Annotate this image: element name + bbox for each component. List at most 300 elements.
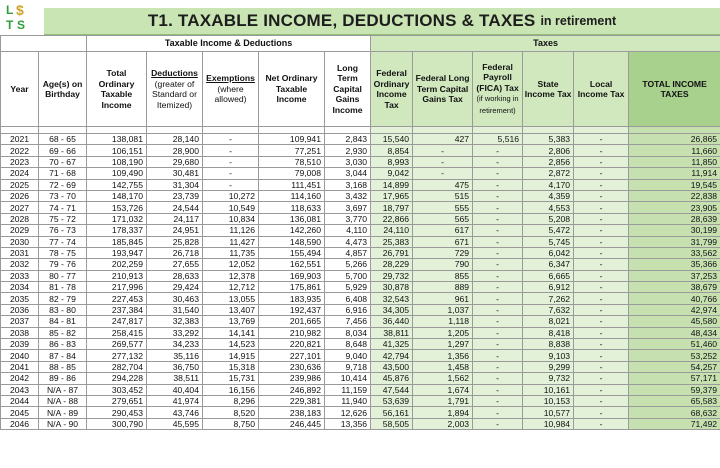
cell-exemptions: 16,156	[203, 384, 259, 395]
cell-fed-ltcg: 1,205	[413, 327, 473, 338]
cell-exemptions: 8,750	[203, 418, 259, 429]
cell-fica: -	[473, 179, 523, 190]
cell-net-ordinary: 78,510	[259, 156, 325, 167]
cell-net-ordinary: 155,494	[259, 247, 325, 258]
cell-net-ordinary: 142,260	[259, 225, 325, 236]
cell-fica: -	[473, 213, 523, 224]
cell-age: 69 - 66	[39, 145, 87, 156]
cell-local: -	[574, 418, 629, 429]
col-header-fica	[473, 52, 523, 127]
col-header-local: Local Income Tax	[574, 52, 629, 127]
cell-year: 2022	[1, 145, 39, 156]
table-row	[1, 225, 720, 236]
cell-total-taxes: 31,799	[629, 236, 720, 247]
table-row	[1, 179, 720, 190]
cell-local: -	[574, 350, 629, 361]
cell-state: 7,262	[523, 293, 574, 304]
cell-fed-ordinary: 42,794	[371, 350, 413, 361]
table-row	[1, 213, 720, 224]
cell-state: 8,021	[523, 316, 574, 327]
cell-fed-ltcg: 1,297	[413, 339, 473, 350]
cell-age: 70 - 67	[39, 156, 87, 167]
col-header-year: Year	[1, 52, 39, 127]
cell-fed-ordinary: 45,876	[371, 373, 413, 384]
cell-age: N/A - 88	[39, 395, 87, 406]
cell-total-ordinary: 277,132	[87, 350, 147, 361]
cell-net-ordinary: 118,633	[259, 202, 325, 213]
cell-fica: -	[473, 361, 523, 372]
spacer-row	[1, 127, 720, 134]
cell-net-ordinary: 192,437	[259, 304, 325, 315]
cell-net-ordinary: 169,903	[259, 270, 325, 281]
cell-fed-ltcg: 475	[413, 179, 473, 190]
table-row	[1, 339, 720, 350]
cell-age: 82 - 79	[39, 293, 87, 304]
cell-exemptions: 15,318	[203, 361, 259, 372]
table-row	[1, 361, 720, 372]
cell-fed-ordinary: 14,899	[371, 179, 413, 190]
cell-fed-ltcg: 1,894	[413, 407, 473, 418]
cell-total-taxes: 54,257	[629, 361, 720, 372]
cell-total-taxes: 28,639	[629, 213, 720, 224]
cell-net-ordinary: 175,861	[259, 282, 325, 293]
cell-net-ordinary: 114,160	[259, 190, 325, 201]
cell-fed-ltcg: 889	[413, 282, 473, 293]
cell-state: 6,912	[523, 282, 574, 293]
cell-exemptions: 10,834	[203, 213, 259, 224]
cell-local: -	[574, 259, 629, 270]
title-bar	[44, 8, 720, 35]
cell-deductions: 26,718	[147, 247, 203, 258]
cell-exemptions: 13,769	[203, 316, 259, 327]
cell-exemptions: -	[203, 145, 259, 156]
cell-exemptions: 14,141	[203, 327, 259, 338]
cell-total-taxes: 45,580	[629, 316, 720, 327]
cell-fed-ordinary: 36,440	[371, 316, 413, 327]
cell-total-taxes: 11,660	[629, 145, 720, 156]
cell-state: 9,299	[523, 361, 574, 372]
cell-ltcg: 4,473	[325, 236, 371, 247]
col-header-exemptions	[203, 52, 259, 127]
cell-ltcg: 6,408	[325, 293, 371, 304]
table-row	[1, 282, 720, 293]
cell-age: N/A - 87	[39, 384, 87, 395]
col-header-fed-ltcg: Federal Long Term Capital Gains Tax	[413, 52, 473, 127]
group-income-header: Taxable Income & Deductions	[87, 36, 371, 52]
cell-total-ordinary: 217,996	[87, 282, 147, 293]
cell-fica: -	[473, 339, 523, 350]
cell-deductions: 43,746	[147, 407, 203, 418]
cell-total-ordinary: 247,817	[87, 316, 147, 327]
cell-state: 10,153	[523, 395, 574, 406]
cell-local: -	[574, 361, 629, 372]
cell-ltcg: 3,770	[325, 213, 371, 224]
cell-exemptions: 12,052	[203, 259, 259, 270]
cell-net-ordinary: 230,636	[259, 361, 325, 372]
cell-exemptions: 14,915	[203, 350, 259, 361]
cell-year: 2044	[1, 395, 39, 406]
cell-fica: -	[473, 384, 523, 395]
cell-total-ordinary: 290,453	[87, 407, 147, 418]
cell-state: 6,042	[523, 247, 574, 258]
table-row	[1, 156, 720, 167]
cell-total-ordinary: 193,947	[87, 247, 147, 258]
cell-net-ordinary: 239,986	[259, 373, 325, 384]
cell-total-taxes: 57,171	[629, 373, 720, 384]
cell-fed-ordinary: 18,797	[371, 202, 413, 213]
logo-letter-dollar: $	[16, 2, 24, 18]
cell-fed-ltcg: 2,003	[413, 418, 473, 429]
cell-total-taxes: 38,679	[629, 282, 720, 293]
cell-age: 89 - 86	[39, 373, 87, 384]
cell-year: 2025	[1, 179, 39, 190]
cell-ltcg: 4,110	[325, 225, 371, 236]
cell-ltcg: 8,648	[325, 339, 371, 350]
cell-fica: -	[473, 247, 523, 258]
cell-ltcg: 5,266	[325, 259, 371, 270]
cell-total-taxes: 48,434	[629, 327, 720, 338]
cell-net-ordinary: 136,081	[259, 213, 325, 224]
cell-fed-ordinary: 24,110	[371, 225, 413, 236]
table-row	[1, 418, 720, 429]
col-header-state: State Income Tax	[523, 52, 574, 127]
tax-table	[0, 35, 720, 430]
table-row	[1, 373, 720, 384]
cell-year: 2035	[1, 293, 39, 304]
cell-age: 77 - 74	[39, 236, 87, 247]
cell-deductions: 24,951	[147, 225, 203, 236]
cell-age: 85 - 82	[39, 327, 87, 338]
table-row	[1, 236, 720, 247]
cell-total-ordinary: 294,228	[87, 373, 147, 384]
cell-deductions: 25,828	[147, 236, 203, 247]
cell-age: N/A - 90	[39, 418, 87, 429]
cell-total-ordinary: 282,704	[87, 361, 147, 372]
cell-deductions: 33,292	[147, 327, 203, 338]
cell-fed-ordinary: 22,866	[371, 213, 413, 224]
cell-state: 10,577	[523, 407, 574, 418]
cell-year: 2032	[1, 259, 39, 270]
cell-total-taxes: 35,366	[629, 259, 720, 270]
cell-exemptions: 11,735	[203, 247, 259, 258]
cell-total-taxes: 19,545	[629, 179, 720, 190]
cell-deductions: 28,900	[147, 145, 203, 156]
cell-total-ordinary: 153,726	[87, 202, 147, 213]
cell-state: 10,984	[523, 418, 574, 429]
cell-ltcg: 5,700	[325, 270, 371, 281]
cell-total-taxes: 68,632	[629, 407, 720, 418]
cell-deductions: 29,680	[147, 156, 203, 167]
cell-fed-ordinary: 34,305	[371, 304, 413, 315]
table-row	[1, 350, 720, 361]
cell-total-taxes: 40,766	[629, 293, 720, 304]
cell-net-ordinary: 210,982	[259, 327, 325, 338]
cell-year: 2021	[1, 134, 39, 145]
cell-age: 75 - 72	[39, 213, 87, 224]
table-row	[1, 168, 720, 179]
cell-total-ordinary: 108,190	[87, 156, 147, 167]
cell-state: 4,170	[523, 179, 574, 190]
table-row	[1, 304, 720, 315]
group-blank	[1, 36, 87, 52]
cell-year: 2024	[1, 168, 39, 179]
cell-fica: -	[473, 259, 523, 270]
cell-state: 5,745	[523, 236, 574, 247]
cell-total-ordinary: 171,032	[87, 213, 147, 224]
lots-logo	[2, 2, 38, 32]
cell-total-taxes: 22,838	[629, 190, 720, 201]
cell-ltcg: 13,356	[325, 418, 371, 429]
cell-deductions: 24,117	[147, 213, 203, 224]
cell-fed-ltcg: -	[413, 156, 473, 167]
table-row	[1, 190, 720, 201]
cell-year: 2037	[1, 316, 39, 327]
cell-fed-ltcg: 961	[413, 293, 473, 304]
cell-local: -	[574, 179, 629, 190]
cell-state: 8,418	[523, 327, 574, 338]
cell-ltcg: 9,040	[325, 350, 371, 361]
col-header-total-taxes: TOTAL INCOME TAXES	[629, 52, 720, 127]
cell-state: 7,632	[523, 304, 574, 315]
cell-total-ordinary: 178,337	[87, 225, 147, 236]
col-header-net-ordinary: Net Ordinary Taxable Income	[259, 52, 325, 127]
cell-total-ordinary: 148,170	[87, 190, 147, 201]
cell-year: 2040	[1, 350, 39, 361]
cell-fica: -	[473, 316, 523, 327]
cell-state: 2,856	[523, 156, 574, 167]
cell-ltcg: 3,432	[325, 190, 371, 201]
cell-fed-ordinary: 53,639	[371, 395, 413, 406]
cell-local: -	[574, 304, 629, 315]
cell-total-taxes: 71,492	[629, 418, 720, 429]
cell-net-ordinary: 227,101	[259, 350, 325, 361]
cell-fed-ordinary: 32,543	[371, 293, 413, 304]
cell-fed-ltcg: 1,118	[413, 316, 473, 327]
cell-ltcg: 5,929	[325, 282, 371, 293]
cell-local: -	[574, 282, 629, 293]
cell-fed-ordinary: 58,505	[371, 418, 413, 429]
cell-state: 6,347	[523, 259, 574, 270]
cell-fed-ltcg: -	[413, 145, 473, 156]
cell-exemptions: 14,523	[203, 339, 259, 350]
cell-fed-ordinary: 43,500	[371, 361, 413, 372]
cell-ltcg: 2,843	[325, 134, 371, 145]
cell-fica: -	[473, 270, 523, 281]
cell-state: 9,103	[523, 350, 574, 361]
cell-fed-ordinary: 15,540	[371, 134, 413, 145]
cell-fed-ordinary: 8,854	[371, 145, 413, 156]
table-row	[1, 202, 720, 213]
cell-age: 73 - 70	[39, 190, 87, 201]
cell-net-ordinary: 183,935	[259, 293, 325, 304]
cell-year: 2023	[1, 156, 39, 167]
cell-total-taxes: 59,379	[629, 384, 720, 395]
cell-year: 2038	[1, 327, 39, 338]
cell-ltcg: 11,159	[325, 384, 371, 395]
cell-local: -	[574, 225, 629, 236]
cell-age: 76 - 73	[39, 225, 87, 236]
cell-fica: -	[473, 282, 523, 293]
cell-fica: -	[473, 168, 523, 179]
cell-age: N/A - 89	[39, 407, 87, 418]
cell-year: 2036	[1, 304, 39, 315]
cell-state: 6,665	[523, 270, 574, 281]
cell-fed-ltcg: 1,458	[413, 361, 473, 372]
cell-local: -	[574, 316, 629, 327]
cell-state: 9,732	[523, 373, 574, 384]
cell-fed-ltcg: 729	[413, 247, 473, 258]
cell-total-ordinary: 300,790	[87, 418, 147, 429]
group-taxes-header: Taxes	[371, 36, 720, 52]
cell-fed-ordinary: 47,544	[371, 384, 413, 395]
cell-year: 2045	[1, 407, 39, 418]
cell-fica: 5,516	[473, 134, 523, 145]
cell-state: 2,806	[523, 145, 574, 156]
cell-age: 83 - 80	[39, 304, 87, 315]
cell-state: 5,472	[523, 225, 574, 236]
cell-fed-ltcg: 1,674	[413, 384, 473, 395]
cell-ltcg: 11,940	[325, 395, 371, 406]
cell-fica: -	[473, 350, 523, 361]
col-header-age: Age(s) on Birthday	[39, 52, 87, 127]
cell-fica: -	[473, 293, 523, 304]
cell-ltcg: 10,414	[325, 373, 371, 384]
cell-fica: -	[473, 395, 523, 406]
cell-fed-ordinary: 41,325	[371, 339, 413, 350]
exemptions-note: (where allowed)	[214, 83, 247, 105]
cell-net-ordinary: 162,551	[259, 259, 325, 270]
cell-age: 87 - 84	[39, 350, 87, 361]
cell-fed-ordinary: 8,993	[371, 156, 413, 167]
cell-age: 86 - 83	[39, 339, 87, 350]
page-title: T1. TAXABLE INCOME, DEDUCTIONS & TAXES	[147, 11, 536, 30]
table-row	[1, 384, 720, 395]
cell-total-ordinary: 279,651	[87, 395, 147, 406]
cell-fed-ordinary: 38,811	[371, 327, 413, 338]
cell-local: -	[574, 293, 629, 304]
cell-exemptions: 15,731	[203, 373, 259, 384]
cell-fed-ltcg: 790	[413, 259, 473, 270]
cell-total-taxes: 26,865	[629, 134, 720, 145]
table-row	[1, 270, 720, 281]
cell-fica: -	[473, 304, 523, 315]
cell-exemptions: 12,378	[203, 270, 259, 281]
cell-age: 72 - 69	[39, 179, 87, 190]
cell-year: 2028	[1, 213, 39, 224]
cell-local: -	[574, 156, 629, 167]
cell-fica: -	[473, 407, 523, 418]
cell-local: -	[574, 384, 629, 395]
cell-exemptions: 11,427	[203, 236, 259, 247]
cell-age: 88 - 85	[39, 361, 87, 372]
cell-exemptions: 8,296	[203, 395, 259, 406]
cell-fed-ltcg: 515	[413, 190, 473, 201]
cell-deductions: 30,463	[147, 293, 203, 304]
cell-fica: -	[473, 373, 523, 384]
cell-ltcg: 2,930	[325, 145, 371, 156]
cell-total-taxes: 37,253	[629, 270, 720, 281]
cell-year: 2026	[1, 190, 39, 201]
cell-year: 2031	[1, 247, 39, 258]
fica-note: (if working in retirement)	[476, 94, 519, 115]
cell-net-ordinary: 220,821	[259, 339, 325, 350]
cell-fed-ltcg: 1,791	[413, 395, 473, 406]
cell-deductions: 36,750	[147, 361, 203, 372]
cell-year: 2029	[1, 225, 39, 236]
cell-exemptions: 13,407	[203, 304, 259, 315]
cell-total-taxes: 33,562	[629, 247, 720, 258]
cell-fed-ltcg: 617	[413, 225, 473, 236]
cell-fed-ltcg: 1,356	[413, 350, 473, 361]
logo-letter-l: L	[6, 3, 14, 17]
cell-deductions: 31,304	[147, 179, 203, 190]
cell-deductions: 28,140	[147, 134, 203, 145]
cell-fed-ordinary: 25,383	[371, 236, 413, 247]
cell-ltcg: 8,034	[325, 327, 371, 338]
cell-year: 2033	[1, 270, 39, 281]
cell-exemptions: 12,712	[203, 282, 259, 293]
cell-ltcg: 3,044	[325, 168, 371, 179]
cell-year: 2027	[1, 202, 39, 213]
cell-fed-ltcg: 855	[413, 270, 473, 281]
cell-local: -	[574, 339, 629, 350]
logo-letter-s: S	[17, 18, 26, 32]
cell-net-ordinary: 246,445	[259, 418, 325, 429]
cell-deductions: 31,540	[147, 304, 203, 315]
cell-deductions: 23,739	[147, 190, 203, 201]
cell-fed-ltcg: 565	[413, 213, 473, 224]
cell-deductions: 38,511	[147, 373, 203, 384]
cell-total-ordinary: 138,081	[87, 134, 147, 145]
cell-state: 4,553	[523, 202, 574, 213]
table-row	[1, 316, 720, 327]
exemptions-title: Exemptions	[206, 73, 255, 84]
cell-net-ordinary: 201,665	[259, 316, 325, 327]
cell-local: -	[574, 270, 629, 281]
cell-ltcg: 3,030	[325, 156, 371, 167]
cell-ltcg: 6,916	[325, 304, 371, 315]
cell-local: -	[574, 327, 629, 338]
cell-total-taxes: 30,199	[629, 225, 720, 236]
cell-local: -	[574, 236, 629, 247]
deductions-title: Deductions	[151, 68, 198, 78]
cell-exemptions: -	[203, 168, 259, 179]
cell-state: 10,161	[523, 384, 574, 395]
cell-exemptions: 13,055	[203, 293, 259, 304]
table-row	[1, 247, 720, 258]
cell-total-taxes: 53,252	[629, 350, 720, 361]
cell-total-taxes: 42,974	[629, 304, 720, 315]
table-row	[1, 395, 720, 406]
cell-local: -	[574, 247, 629, 258]
cell-net-ordinary: 111,451	[259, 179, 325, 190]
deductions-note: (greater of Standard or Itemized)	[152, 78, 197, 110]
cell-age: 78 - 75	[39, 247, 87, 258]
cell-fed-ordinary: 9,042	[371, 168, 413, 179]
cell-net-ordinary: 229,381	[259, 395, 325, 406]
cell-total-ordinary: 237,384	[87, 304, 147, 315]
cell-year: 2030	[1, 236, 39, 247]
cell-ltcg: 7,456	[325, 316, 371, 327]
table-row	[1, 134, 720, 145]
page-subtitle: in retirement	[540, 14, 617, 28]
cell-state: 5,208	[523, 213, 574, 224]
cell-exemptions: -	[203, 156, 259, 167]
cell-net-ordinary: 109,941	[259, 134, 325, 145]
cell-age: 81 - 78	[39, 282, 87, 293]
cell-fica: -	[473, 145, 523, 156]
cell-deductions: 34,233	[147, 339, 203, 350]
